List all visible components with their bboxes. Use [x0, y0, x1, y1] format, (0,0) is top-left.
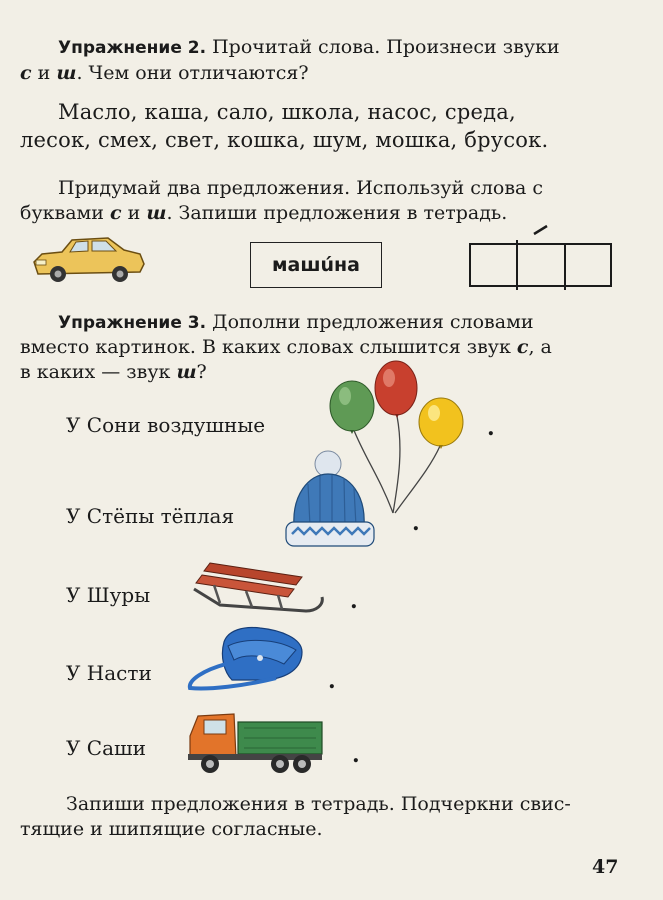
knit-hat-illustration: [282, 448, 378, 552]
exercise-3-task-text: Дополни предложения словами: [206, 311, 534, 333]
sentence-styopy: У Стёпы тёплая: [66, 504, 235, 528]
exercise-2-label: Упражнение 2.: [58, 38, 207, 58]
conjunction: и: [121, 202, 147, 224]
sentence-end-dot: .: [350, 588, 358, 614]
car-illustration: [28, 232, 148, 284]
final-instruction-line-2: тящие и шипящие согласные.: [20, 818, 323, 840]
sentence-end-dot: .: [412, 510, 420, 536]
truck-illustration: [184, 708, 326, 776]
sound-scheme-boxes: [468, 224, 614, 290]
letter-sh: ш: [146, 202, 167, 224]
invent-line-2-start: буквами: [20, 202, 110, 224]
page-number: 47: [592, 856, 619, 878]
sentence-soni: У Сони воздушные: [66, 413, 266, 437]
invent-line-2: [20, 201, 507, 225]
sled-illustration: [190, 555, 330, 617]
sentence-shury: У Шуры: [66, 583, 151, 607]
final-instruction-line-1: Запиши предложения в тетрадь. Подчеркни свис-: [66, 793, 571, 815]
word-list-line-2: лесок, смех, свет, кошка, шум, мошка, брусок.: [20, 128, 549, 152]
exercise-3-line-3-end: ?: [196, 361, 207, 383]
sentence-sashi: У Саши: [66, 736, 146, 760]
exercise-2-task-line-1: [58, 35, 560, 60]
exercise-3-task-line-2: [20, 335, 552, 359]
invent-line-2-end: . Запиши предложения в тетрадь.: [166, 202, 508, 224]
sentence-end-dot: .: [352, 742, 360, 768]
sentence-end-dot: .: [487, 415, 495, 441]
exercise-3-line-3-text: в каких — звук: [20, 361, 177, 383]
exercise-2-task-line-2: [20, 61, 309, 85]
sentence-end-dot: .: [328, 668, 336, 694]
letter-s: с: [110, 202, 122, 224]
exercise-3-task-line-3: [20, 360, 207, 384]
letter-sh: ш: [176, 361, 197, 383]
conjunction: и: [31, 62, 57, 84]
sentence-nasti: У Насти: [66, 661, 152, 685]
invent-line-1: Придумай два предложения. Используй слова с: [58, 177, 544, 199]
word-list-line-1: Масло, каша, сало, школа, насос, среда,: [58, 100, 516, 124]
letter-sh: ш: [56, 62, 77, 84]
exercise-3-label: Упражнение 3.: [58, 313, 207, 333]
bag-illustration: [184, 624, 308, 694]
exercise-3-line-2-text: вместо картинок. В каких словах слышится звук: [20, 336, 517, 358]
exercise-3-task-line-1: [58, 310, 534, 335]
exercise-3-line-2-end: , а: [528, 336, 552, 358]
letter-s: с: [20, 62, 32, 84]
exercise-2-task-text: Прочитай слова. Произнеси звуки: [206, 36, 560, 58]
word-card-mashina: машúна: [250, 242, 382, 288]
exercise-2-question: . Чем они отличаются?: [76, 62, 309, 84]
letter-s: с: [516, 336, 529, 358]
